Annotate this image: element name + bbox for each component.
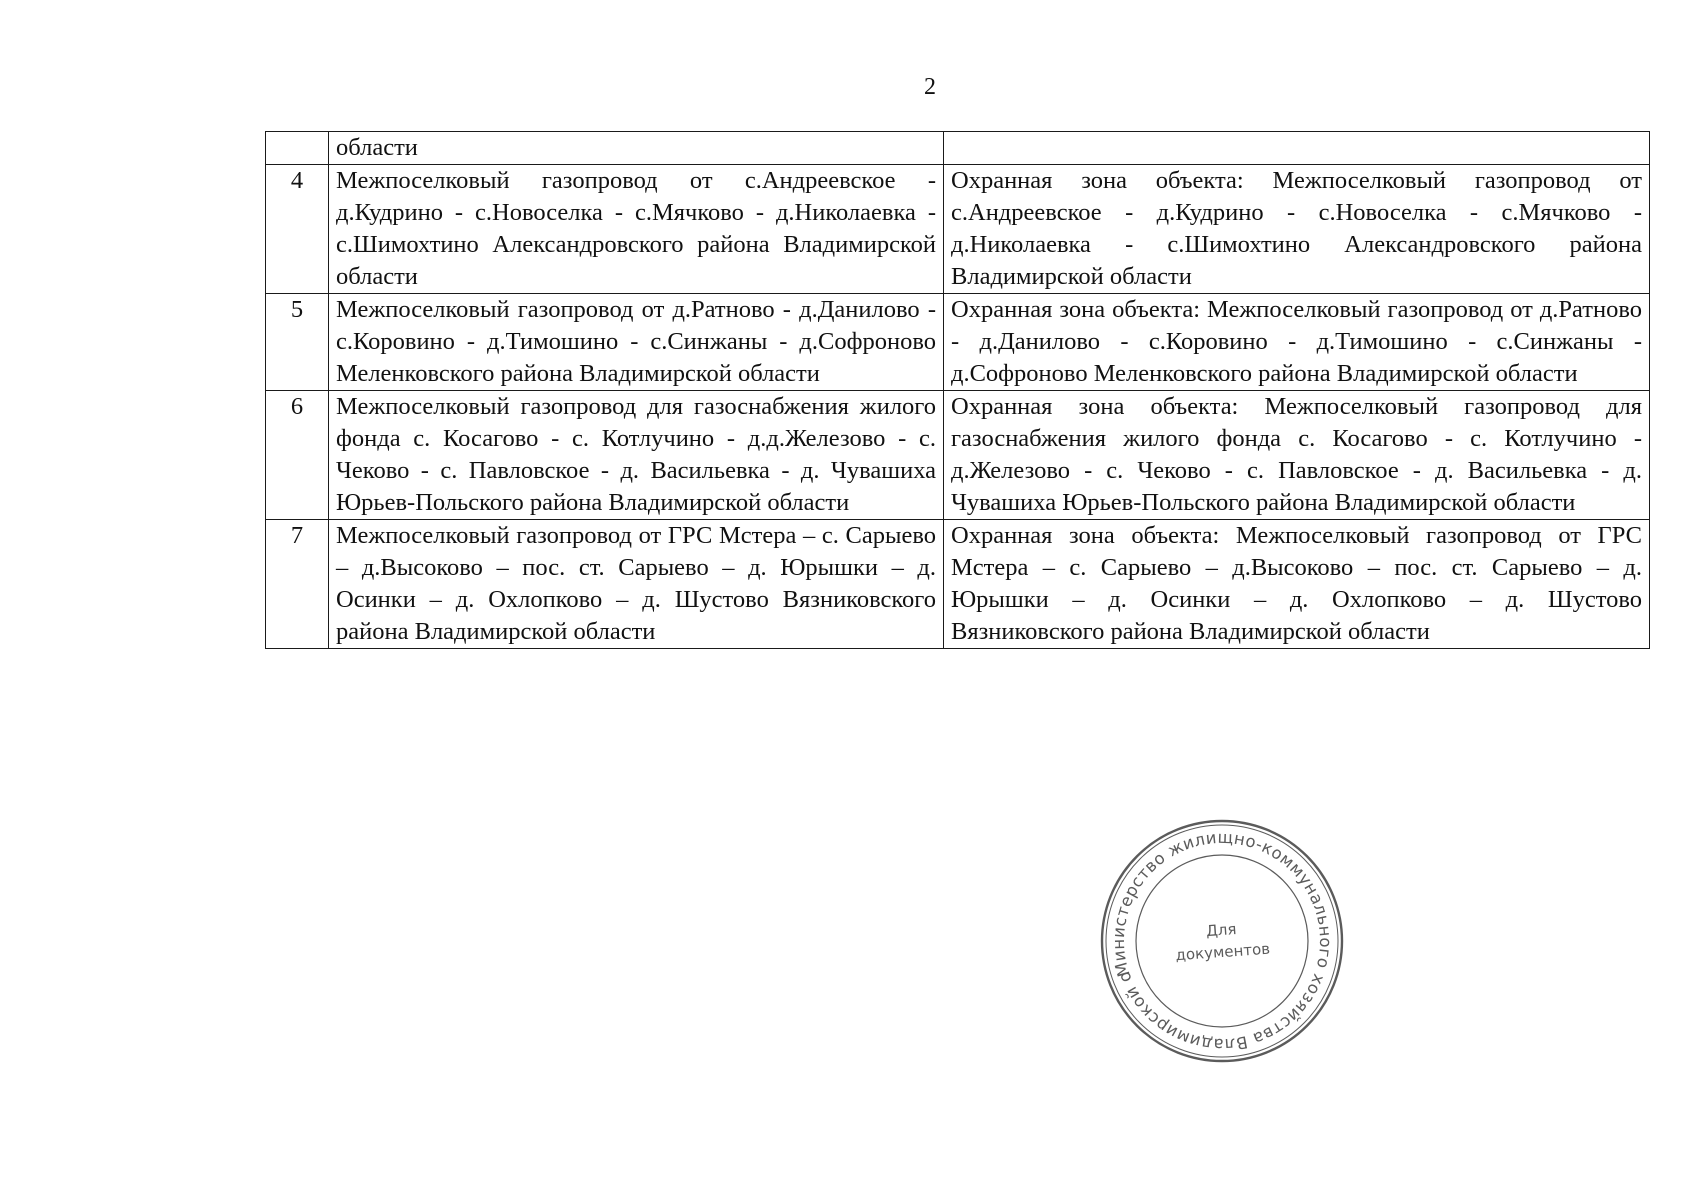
protection-zone-cell <box>944 132 1650 165</box>
official-stamp <box>1098 817 1346 1065</box>
row-number-cell: 4 <box>266 165 329 294</box>
table-row <box>266 391 1650 520</box>
stamp-center-text <box>1090 809 1355 1074</box>
row-number-cell: 6 <box>266 391 329 520</box>
table-row <box>266 520 1650 649</box>
object-cell: Межпоселковый газопровод от ГРС Мстера – с. Сарыево – д.Высоково – пос. ст. Сарыево – д. Юрышки – д. Осинки – д. Охлопково – д. Шустово Вязниковского района Владимирской области <box>329 520 944 649</box>
row-number-cell <box>266 132 329 165</box>
object-cell: Межпоселковый газопровод от д.Ратново - д.Данилово - с.Коровино - д.Тимошино - с.Синжаны - д.Софроново Меленковского района Владимирской области <box>329 294 944 391</box>
row-number-cell: 5 <box>266 294 329 391</box>
table-row <box>266 132 1650 165</box>
protection-zone-cell: Охранная зона объекта: Межпоселковый газопровод от д.Ратново - д.Данилово - с.Коровино - д.Тимошино - с.Синжаны - д.Софроново Меленковского района Владимирской области <box>944 294 1650 391</box>
object-cell: Межпоселковый газопровод для газоснабжения жилого фонда с. Косагово - с. Котлучино - д.д.Железово - с. Чеково - с. Павловское - д. Васильевка - д. Чувашиха Юрьев-Польского района Владимирской области <box>329 391 944 520</box>
stamp-center-line1: Для <box>1205 919 1237 941</box>
stamp-center-line2: документов <box>1174 939 1271 965</box>
protection-zone-cell: Охранная зона объекта: Межпоселковый газопровод от ГРС Мстера – с. Сарыево – д.Высоково – пос. ст. Сарыево – д. Юрышки – д. Осинки – д. Охлопково – д. Шустово Вязниковского района Владимирской области <box>944 520 1650 649</box>
object-cell: области <box>329 132 944 165</box>
table-row <box>266 294 1650 391</box>
protection-zone-cell: Охранная зона объекта: Межпоселковый газопровод от с.Андреевское - д.Кудрино - с.Новоселка - с.Мячково - д.Николаевка - с.Шимохтино Александровского района Владимирской области <box>944 165 1650 294</box>
document-table <box>265 131 1650 649</box>
table-row <box>266 165 1650 294</box>
row-number-cell: 7 <box>266 520 329 649</box>
protection-zone-cell: Охранная зона объекта: Межпоселковый газопровод для газоснабжения жилого фонда с. Косагово - с. Котлучино - д.Железово - с. Чеково - с. Павловское - д. Васильевка - д. Чувашиха Юрьев-Польского района Владимирской области <box>944 391 1650 520</box>
page-number: 2 <box>924 74 936 100</box>
stamp-ring-text: Министерство жилищно-коммунального хозяйства Владимирской области <box>1108 827 1336 1055</box>
object-cell: Межпоселковый газопровод от с.Андреевское - д.Кудрино - с.Новоселка - с.Мячково - д.Николаевка - с.Шимохтино Александровского района Владимирской области <box>329 165 944 294</box>
